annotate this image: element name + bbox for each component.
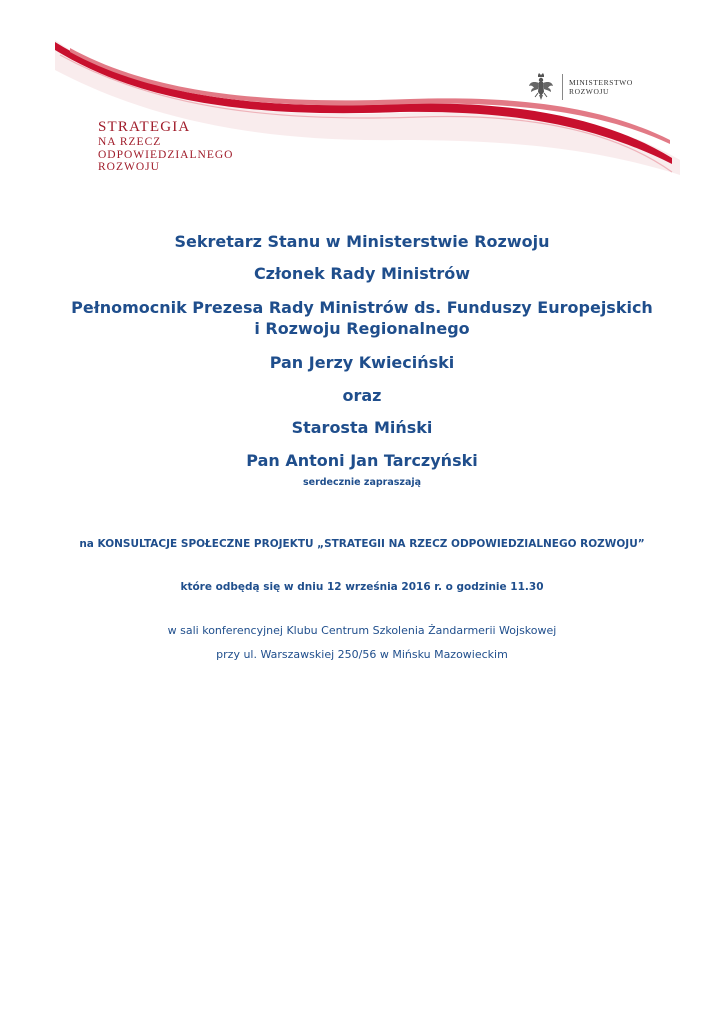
conjunction-oraz: oraz: [342, 386, 382, 405]
invitation-body: [0, 232, 724, 663]
title-line-council-member: Członek Rady Ministrów: [253, 264, 471, 283]
event-description: na KONSULTACJE SPOŁECZNE PROJEKTU „STRATEGII NA RZECZ ODPOWIEDZIALNEGO ROZWOJU”: [79, 538, 645, 550]
title-line-starosta: Starosta Miński: [291, 418, 433, 437]
title-line-secretary: Sekretarz Stanu w Ministerstwie Rozwoju: [174, 232, 550, 251]
strategy-logo-line3: ODPOWIEDZIALNEGO: [98, 148, 234, 161]
ministry-logo-text: [569, 78, 633, 97]
venue-line1: w sali konferencyjnej Klubu Centrum Szkolenia Żandarmerii Wojskowej: [167, 624, 557, 637]
invite-phrase: serdecznie zapraszają: [302, 477, 422, 488]
ministry-logo-line1: MINISTERSTWO: [569, 77, 633, 87]
ministry-logo-divider: [562, 74, 563, 100]
event-date-time: które odbędą się w dniu 12 września 2016 r. o godzinie 11.30: [180, 581, 544, 593]
ministry-logo: [528, 72, 633, 102]
strategy-logo-line2: NA RZECZ: [98, 136, 162, 148]
strategy-logo: [98, 120, 233, 175]
venue-line2: przy ul. Warszawskiej 250/56 w Mińsku Mazowieckim: [216, 648, 508, 661]
title-line-regional-development: i Rozwoju Regionalnego: [254, 319, 470, 338]
strategy-logo-line1: STRATEGIA: [98, 119, 191, 135]
title-line-plenipotentiary: Pełnomocnik Prezesa Rady Ministrów ds. Funduszy Europejskich: [71, 298, 653, 317]
ministry-logo-line2: ROZWOJU: [569, 87, 610, 96]
name-jerzy-kwiecinski: Pan Jerzy Kwieciński: [269, 353, 455, 372]
name-antoni-jan-tarczynski: Pan Antoni Jan Tarczyński: [246, 451, 478, 470]
strategy-logo-line4: ROZWOJU: [98, 161, 160, 173]
eagle-emblem-icon: [528, 72, 554, 102]
